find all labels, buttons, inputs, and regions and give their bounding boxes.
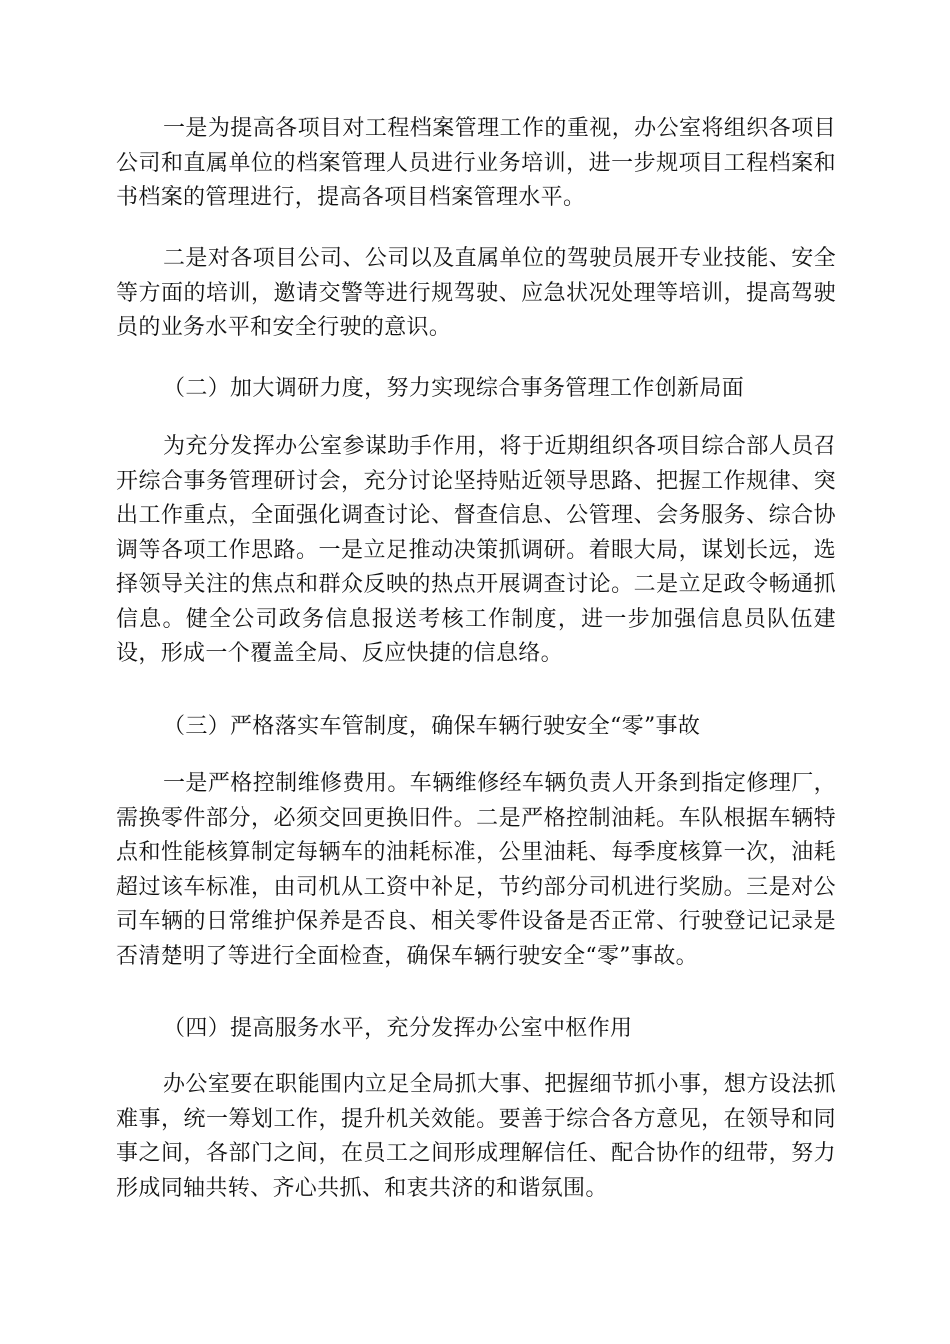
paragraph-service: 办公室要在职能围内立足全局抓大事、把握细节抓小事，想方设法抓难事，统一筹划工作，提升机关效能。要善于综合各方意见，在领导和同事之间，各部门之间，在员工之间形成理解信任、配合协作的纽带，努力形成同轴共转、齐心共抓、和衷共济的和谐氛围。: [116, 1072, 836, 1201]
paragraph-research: 为充分发挥办公室参谋助手作用，将于近期组织各项目综合部人员召开综合事务管理研讨会，充分讨论坚持贴近领导思路、把握工作规律、突出工作重点，全面强化调查讨论、督查信息、公管理、会务服务、综合协调等各项工作思路。一是立足推动决策抓调研。着眼大局，谋划长远，选择领导关注的焦点和群众反映的热点开展调查讨论。二是立足政令畅通抓信息。健全公司政务信息报送考核工作制度，进一步加强信息员队伍建设，形成一个覆盖全局、反应快捷的信息络。: [116, 434, 836, 666]
section-heading-research: （二）加大调研力度，努力实现综合事务管理工作创新局面: [163, 376, 745, 401]
paragraph-driver-training: 二是对各项目公司、公司以及直属单位的驾驶员展开专业技能、安全等方面的培训，邀请交警等进行规驾驶、应急状况处理等培训，提高驾驶员的业务水平和安全行驶的意识。: [116, 246, 836, 340]
paragraph-vehicle-management: 一是严格控制维修费用。车辆维修经车辆负责人开条到指定修理厂，需换零件部分，必须交回更换旧件。二是严格控制油耗。车队根据车辆特点和性能核算制定每辆车的油耗标准，公里油耗、每季度核算一次，油耗超过该车标准，由司机从工资中补足，节约部分司机进行奖励。三是对公司车辆的日常维护保养是否良、相关零件设备是否正常、行驶登记记录是否清楚明了等进行全面检查，确保车辆行驶安全“零”事故。: [116, 771, 836, 969]
paragraph-archive-training: 一是为提高各项目对工程档案管理工作的重视，办公室将组织各项目公司和直属单位的档案管理人员进行业务培训，进一步规项目工程档案和书档案的管理进行，提高各项目档案管理水平。: [116, 116, 836, 210]
section-heading-service: （四）提高服务水平，充分发挥办公室中枢作用: [163, 1016, 633, 1041]
section-heading-vehicle-management: （三）严格落实车管制度，确保车辆行驶安全“零”事故: [163, 714, 701, 739]
